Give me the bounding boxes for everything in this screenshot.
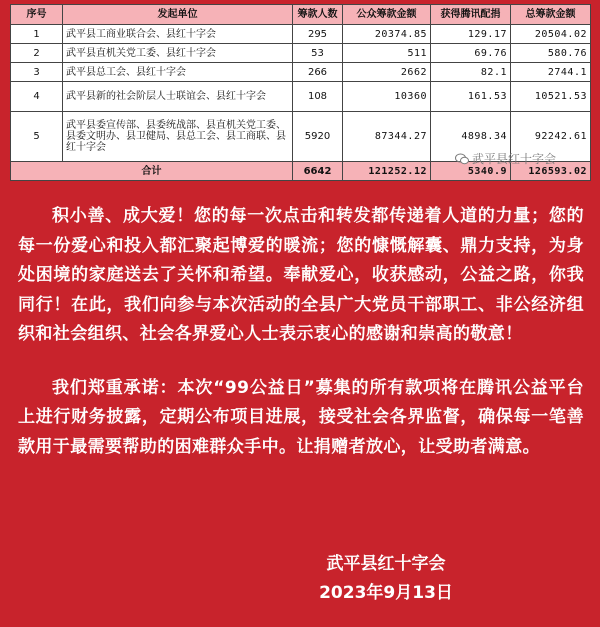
row-total: 20504.02 <box>511 25 591 44</box>
row-total: 92242.61 <box>511 112 591 162</box>
row-people: 108 <box>293 82 343 112</box>
row-match: 69.76 <box>431 44 511 63</box>
row-public: 20374.85 <box>343 25 431 44</box>
total-label: 合计 <box>11 162 293 181</box>
total-public: 121252.12 <box>343 162 431 181</box>
table-row <box>11 82 591 112</box>
row-total: 580.76 <box>511 44 591 63</box>
header-public: 公众筹款金额 <box>343 5 431 25</box>
row-org: 武平县工商业联合会、县红十字会 <box>63 25 293 44</box>
row-org: 武平县直机关党工委、县红十字会 <box>63 44 293 63</box>
table-header-row <box>11 5 591 25</box>
row-public: 87344.27 <box>343 112 431 162</box>
total-people: 6642 <box>293 162 343 181</box>
header-org: 发起单位 <box>63 5 293 25</box>
table-row <box>11 44 591 63</box>
paragraph-promise: 我们郑重承诺：本次“99公益日”募集的所有款项将在腾讯公益平台上进行财务披露，定期公布项目进展，接受社会各界监督，确保每一笔善款用于最需要帮助的困难群众手中。让捐赠者放心，让受助者满意。 <box>18 377 584 457</box>
donation-table-container <box>10 4 590 184</box>
row-public: 511 <box>343 44 431 63</box>
row-match: 4898.34 <box>431 112 511 162</box>
row-total: 10521.53 <box>511 82 591 112</box>
row-org: 武平县总工会、县红十字会 <box>63 63 293 82</box>
row-public: 2662 <box>343 63 431 82</box>
watermark <box>455 150 556 167</box>
watermark-text: 武平县红十字会 <box>471 152 556 166</box>
row-match: 129.17 <box>431 25 511 44</box>
row-no: 3 <box>11 63 63 82</box>
header-people: 筹款人数 <box>293 5 343 25</box>
header-match: 获得腾讯配捐 <box>431 5 511 25</box>
wechat-icon <box>455 153 469 165</box>
letter-body <box>18 202 584 486</box>
total-total: 126593.02 <box>511 162 591 181</box>
row-people: 53 <box>293 44 343 63</box>
row-no: 1 <box>11 25 63 44</box>
row-total: 2744.1 <box>511 63 591 82</box>
row-people: 295 <box>293 25 343 44</box>
row-match: 82.1 <box>431 63 511 82</box>
row-org: 武平县新的社会阶层人士联谊会、县红十字会 <box>63 82 293 112</box>
row-org: 武平县委宣传部、县委统战部、县直机关党工委、县委文明办、县卫健局、县总工会、县工商联、县红十字会 <box>63 112 293 162</box>
row-people: 5920 <box>293 112 343 162</box>
row-no: 4 <box>11 82 63 112</box>
signature-org: 武平县红十字会 <box>326 554 446 574</box>
signature-date: 2023年9月13日 <box>319 583 453 603</box>
row-public: 10360 <box>343 82 431 112</box>
total-match: 5340.9 <box>431 162 511 181</box>
header-no: 序号 <box>11 5 63 25</box>
row-match: 161.53 <box>431 82 511 112</box>
row-no: 5 <box>11 112 63 162</box>
table-row <box>11 63 591 82</box>
table-row <box>11 25 591 44</box>
header-total: 总筹款金额 <box>511 5 591 25</box>
row-people: 266 <box>293 63 343 82</box>
paragraph-thanks: 积小善、成大爱！您的每一次点击和转发都传递着人道的力量；您的每一份爱心和投入都汇聚起博爱的暖流；您的慷慨解囊、鼎力支持，为身处困境的家庭送去了关怀和希望。奉献爱心，收获感动，公益之路，你我同行！在此，我们向参与本次活动的全县广大党员干部职工、非公经济组织和社会组织、社会各界爱心人士表示衷心的感谢和崇高的敬意！ <box>18 206 584 344</box>
row-no: 2 <box>11 44 63 63</box>
